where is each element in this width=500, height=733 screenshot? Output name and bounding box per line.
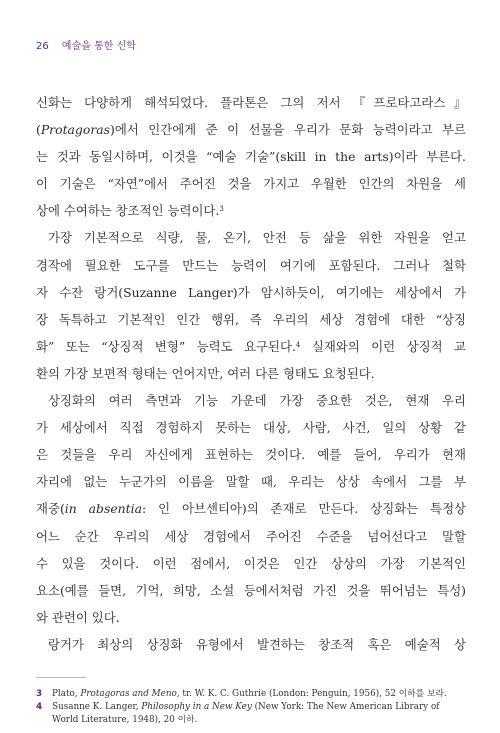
text-line: 자리에 없는 누군가의 이름을 말할 때, 우리는 상상 속에서 그를 부 (36, 474, 466, 490)
text-line: 이 기술은 “자연”에서 주어진 것을 가지고 우월한 인간의 차원을 세 (36, 176, 466, 192)
text-line: 와 관련이 있다. (36, 609, 120, 625)
text-line: 수 있을 것이다. 이런 점에서, 이것은 인간 상상의 가장 기본적인 (36, 555, 466, 571)
footnote-4: 4 Susanne K. Langer, Philosophy in a New Key (New York: The New American Library of World Literature, 1948), 20 이하. (36, 702, 440, 725)
text-line: 은 것들을 우리 자신에게 표현하는 것이다. 예를 들어, 우리가 현재 (36, 447, 466, 463)
footnote-number: 4 (36, 702, 43, 712)
text-line: 랑거가 최상의 상징화 유형에서 발견하는 창조적 혹은 예술적 상 (48, 636, 466, 652)
book-title-italic: Protagoras and Meno (80, 689, 177, 699)
text-line: 요소(예를 들면, 기억, 희망, 소설 등에서처럼 가진 것을 뛰어넘는 특성) (36, 582, 466, 598)
text-line: 환의 가장 보편적 형태는 언어지만, 여러 다른 형태도 요청된다. (36, 365, 375, 381)
running-header (36, 37, 136, 52)
text-line: 장 독특하고 기본적인 인간 행위, 즉 우리의 세상 경험에 대한 “상징 (36, 311, 466, 327)
text-line: 재중(in absentia: 인 아브센티아)의 존재로 만든다. 상징화는 특정상 (36, 501, 466, 517)
footnote-3: 3 Plato, Protagoras and Meno, tr. W. K. C. Guthrie (London: Penguin, 1956), 52 이하를 보라. (36, 689, 447, 699)
text-line: 는 것과 동일시하며, 이것을 “예술 기술”(skill in the arts)이라 부른다. (36, 149, 466, 165)
body-text (36, 94, 466, 663)
text-line: 어느 순간 우리의 세상 경험에서 주어진 수준을 넘어선다고 말할 (36, 528, 466, 544)
text-line: 화” 또는 “상징적 변형” 능력도 요구된다.$^4$ 실재와의 이런 상징적 교 (36, 338, 466, 354)
footnote-ref-4[interactable]: 4 (295, 340, 301, 349)
footnote-ref-3[interactable]: 3 (219, 205, 224, 214)
text-line: 자 수잔 랑거(Suzanne Langer)가 암시하듯이, 여기에는 세상에서 가 (36, 284, 466, 300)
text-line: 가장 기본적으로 식량, 물, 온기, 안전 등 삶을 위한 자원을 얻고 (48, 230, 466, 246)
text-line: 가 세상에서 직접 경험하지 못하는 대상, 사람, 사건, 일의 상황 같 (36, 420, 466, 436)
text-line: 상징화의 여러 측면과 기능 가운데 가장 중요한 것은, 현재 우리 (48, 393, 466, 409)
latin-term: Protagoras (40, 122, 110, 138)
book-title: 예술을 통한 신학 (61, 41, 136, 52)
text-line: 경작에 필요한 도구를 만드는 능력이 여기에 포함된다. 그러나 철학 (36, 257, 466, 273)
text-line: 신화는 다양하게 해석되었다. 플라톤은 그의 저서 『프로타고라스』 (36, 95, 466, 110)
text-line: (Protagoras)에서 인간에게 준 이 선물을 우리가 문화 능력이라고 부르 (36, 122, 466, 138)
footnote-number: 3 (36, 689, 43, 699)
footnote-divider (36, 677, 86, 678)
page-number: 26 (36, 41, 49, 52)
text-line: 상에 수여하는 창조적인 능력이다.$^3$ (36, 203, 224, 219)
book-title-italic: Philosophy in a New Key (141, 702, 252, 712)
latin-term: in absentia (64, 501, 142, 517)
footnotes (36, 688, 466, 727)
